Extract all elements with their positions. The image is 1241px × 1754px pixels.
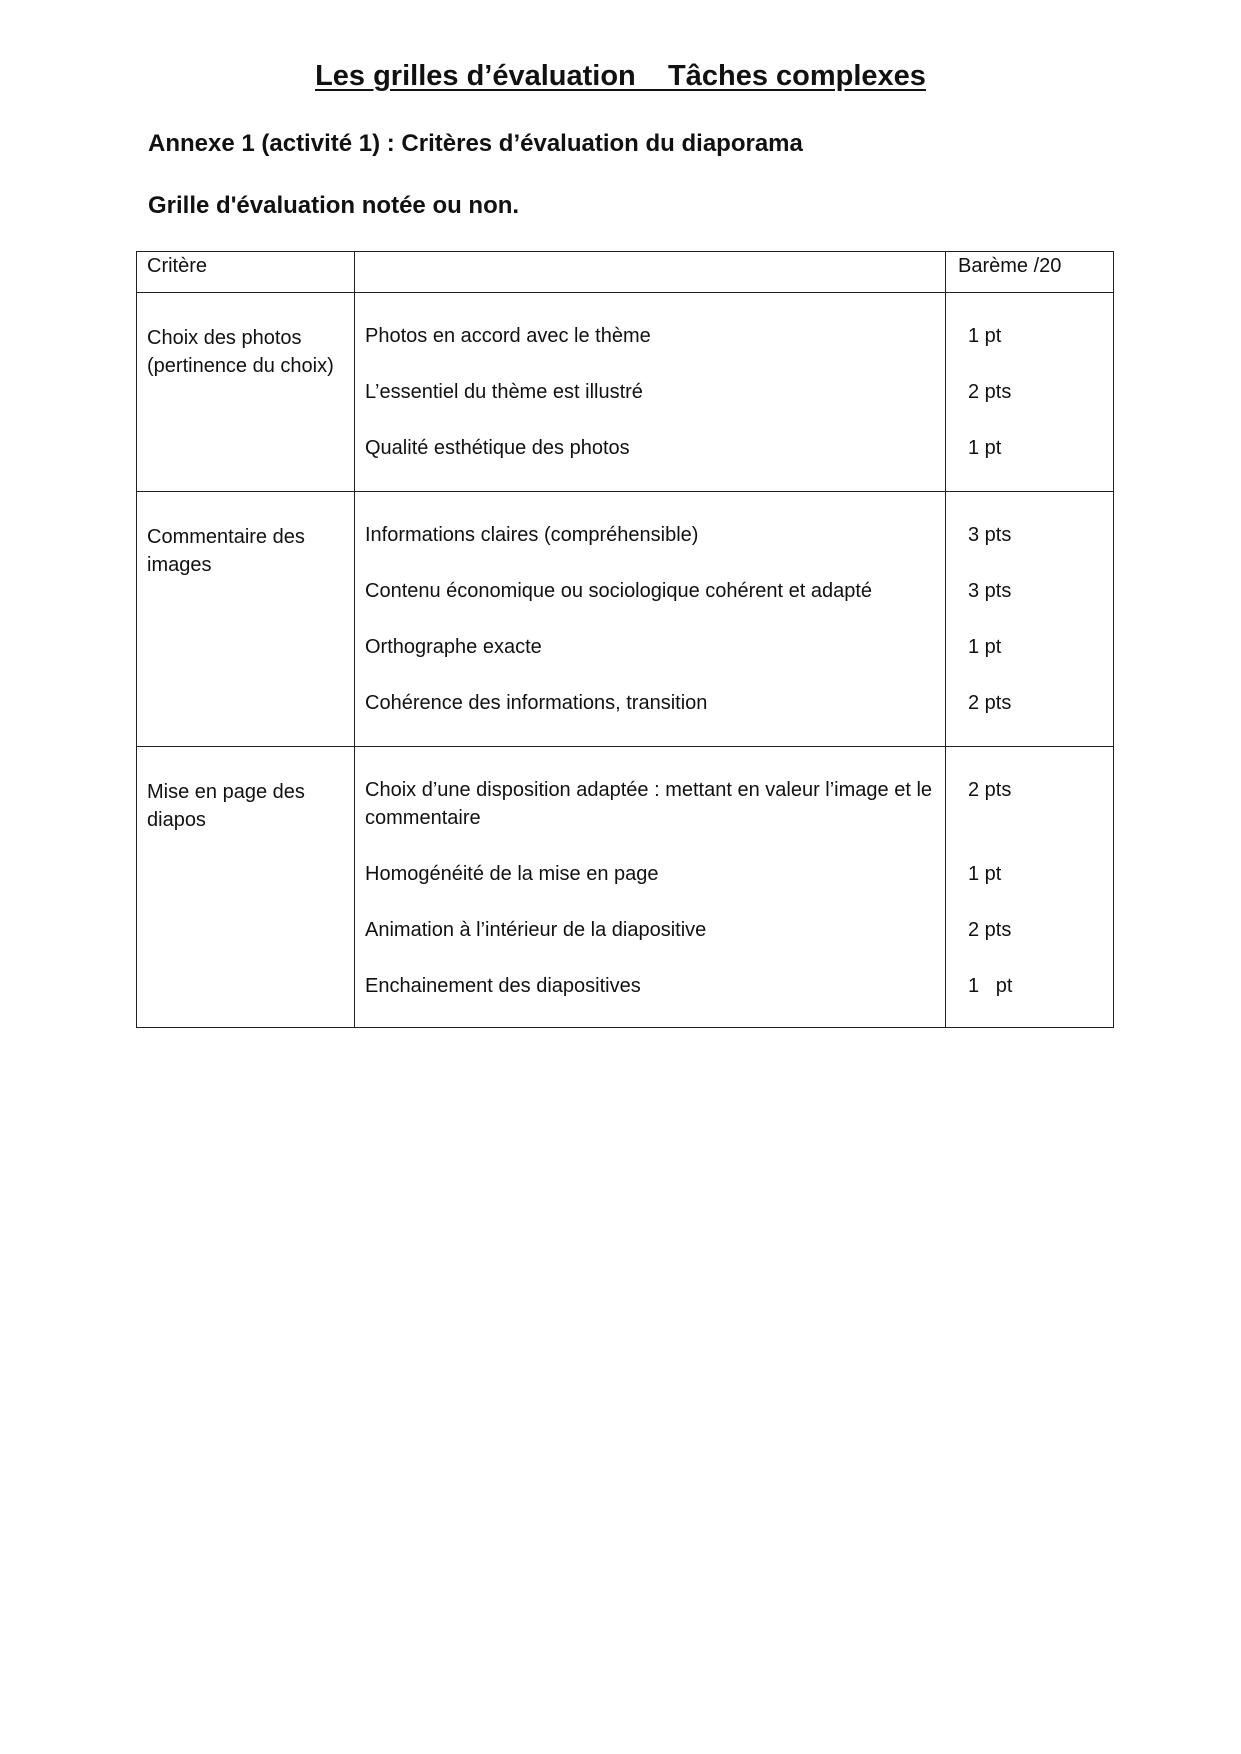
criterion-label: Choix des photos (pertinence du choix)	[147, 327, 334, 377]
header-scale: Barème /20	[958, 255, 1062, 277]
item-label: Contenu économique ou sociologique cohérent et adapté	[365, 580, 873, 602]
item-label: Orthographe exacte	[365, 636, 542, 658]
table-header-row	[137, 252, 1114, 293]
criterion-cell	[137, 293, 355, 492]
header-description-cell	[355, 252, 946, 293]
criterion-cell	[137, 747, 355, 1028]
item-points: 1 pt	[968, 863, 1002, 885]
grid-heading: Grille d'évaluation notée ou non.	[148, 192, 520, 219]
item-points: 1 pt	[968, 437, 1002, 459]
header-criterion-cell	[137, 252, 355, 293]
items-cell	[355, 293, 946, 492]
header-criterion: Critère	[147, 255, 208, 277]
item-label: Homogénéité de la mise en page	[365, 863, 659, 885]
item-label: Informations claires (compréhensible)	[365, 524, 699, 546]
points-cell	[946, 492, 1114, 747]
table-row	[137, 492, 1114, 747]
item-label: Cohérence des informations, transition	[365, 692, 708, 714]
item-points: 1 pt	[968, 636, 1002, 658]
item-points: 3 pts	[968, 524, 1012, 546]
criterion-label: Mise en page des diapos	[147, 781, 305, 831]
header-description	[355, 252, 945, 255]
table-row	[137, 293, 1114, 492]
item-label: Choix d’une disposition adaptée : mettant en valeur l’image et le commentaire	[365, 779, 933, 829]
annex-heading: Annexe 1 (activité 1) : Critères d’évaluation du diaporama	[148, 130, 803, 157]
header-scale-cell	[946, 252, 1114, 293]
evaluation-grid-table	[136, 251, 1114, 1028]
items-cell	[355, 492, 946, 747]
item-points: 2 pts	[968, 919, 1012, 941]
item-points: 2 pts	[968, 779, 1012, 801]
item-label: Photos en accord avec le thème	[365, 325, 651, 347]
document-title: Les grilles d’évaluation Tâches complexes	[315, 60, 926, 92]
item-label: L’essentiel du thème est illustré	[365, 381, 643, 403]
item-points: 2 pts	[968, 381, 1012, 403]
items-cell	[355, 747, 946, 1028]
points-cell	[946, 747, 1114, 1028]
item-label: Animation à l’intérieur de la diapositive	[365, 919, 707, 941]
item-label: Qualité esthétique des photos	[365, 437, 630, 459]
item-label: Enchainement des diapositives	[365, 975, 641, 997]
item-points: 3 pts	[968, 580, 1012, 602]
table-row	[137, 747, 1114, 1028]
item-points: 1 pt	[968, 975, 1013, 997]
points-cell	[946, 293, 1114, 492]
item-points: 2 pts	[968, 692, 1012, 714]
criterion-cell	[137, 492, 355, 747]
criterion-label: Commentaire des images	[147, 526, 305, 576]
item-points: 1 pt	[968, 325, 1002, 347]
